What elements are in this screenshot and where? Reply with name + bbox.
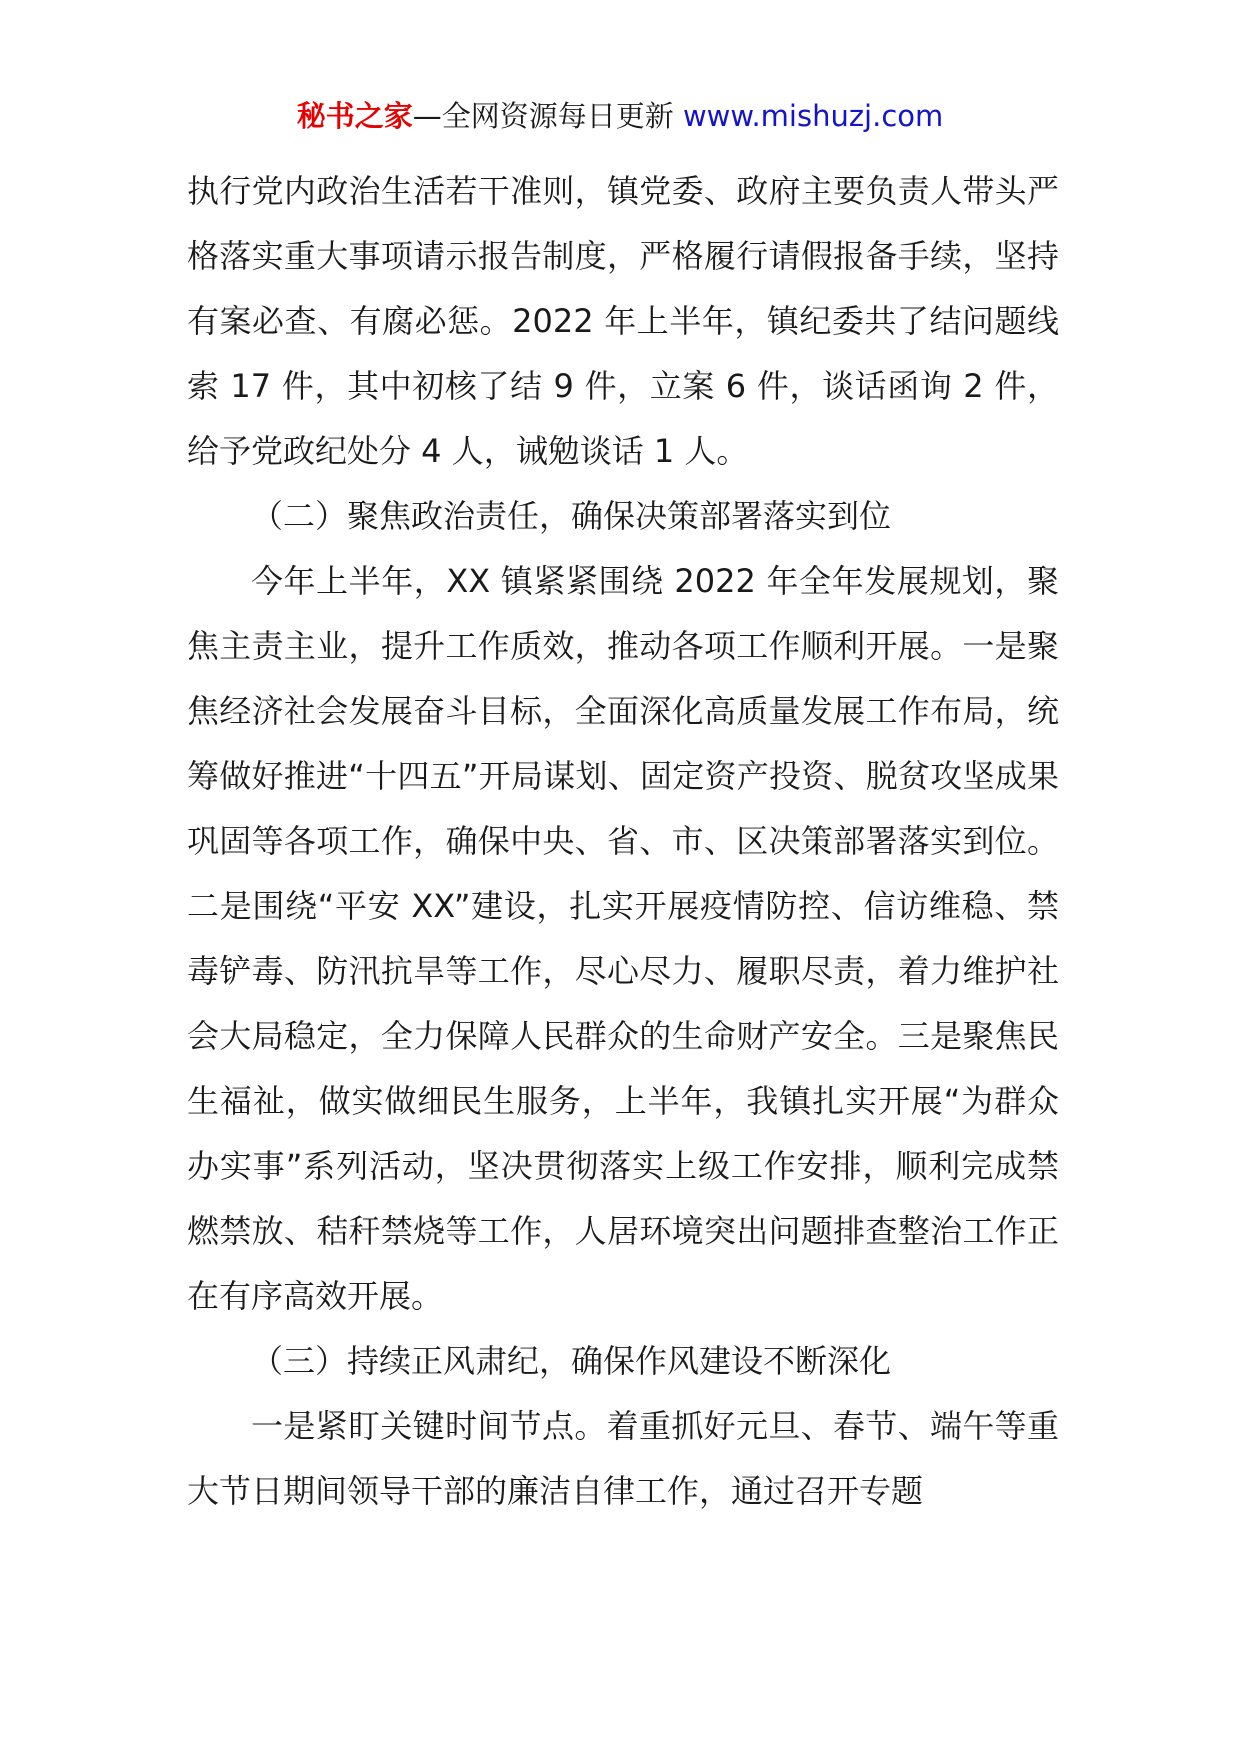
section-heading-two: （二）聚焦政治责任，确保决策部署落实到位 [251, 497, 892, 535]
site-url-link[interactable]: www.mishuzj.com [682, 99, 944, 133]
section-heading-three: （三）持续正风肃纪，确保作风建设不断深化 [251, 1342, 892, 1380]
paragraph-section-three: 一是紧盯关键时间节点。着重抓好元旦、春节、端午等重大节日期间领导干部的廉洁自律工作，通过召开专题 [187, 1407, 1059, 1510]
watermark-header [0, 96, 1240, 136]
paragraph-continuation: 执行党内政治生活若干准则，镇党委、政府主要负责人带头严格落实重大事项请示报告制度，严格履行请假报备手续，坚持有案必查、有腐必惩。2022 年上半年，镇纪委共了结问题线索 17 件，其中初核了结 9 件，立案 6 件，谈话函询 2 件，给予党政纪处分 4 人，诫勉谈话 1 人。 [187, 172, 1059, 470]
document-body [187, 159, 1059, 1524]
paragraph-section-two: 今年上半年，XX 镇紧紧围绕 2022 年全年发展规划，聚焦主责主业，提升工作质效，推动各项工作顺利开展。一是聚焦经济社会发展奋斗目标，全面深化高质量发展工作布局，统筹做好推进“十四五”开局谋划、固定资产投资、脱贫攻坚成果巩固等各项工作，确保中央、省、市、区决策部署落实到位。二是围绕“平安 XX”建设，扎实开展疫情防控、信访维稳、禁毒铲毒、防汛抗旱等工作，尽心尽力、履职尽责，着力维护社会大局稳定，全力保障人民群众的生命财产安全。三是聚焦民生福祉，做实做细民生服务，上半年，我镇扎实开展“为群众办实事”系列活动，坚决贯彻落实上级工作安排，顺利完成禁燃禁放、秸秆禁烧等工作，人居环境突出问题排查整治工作正在有序高效开展。 [187, 562, 1059, 1315]
brand-name: 秘书之家 [296, 99, 413, 133]
header-tagline: —全网资源每日更新 [412, 99, 683, 133]
